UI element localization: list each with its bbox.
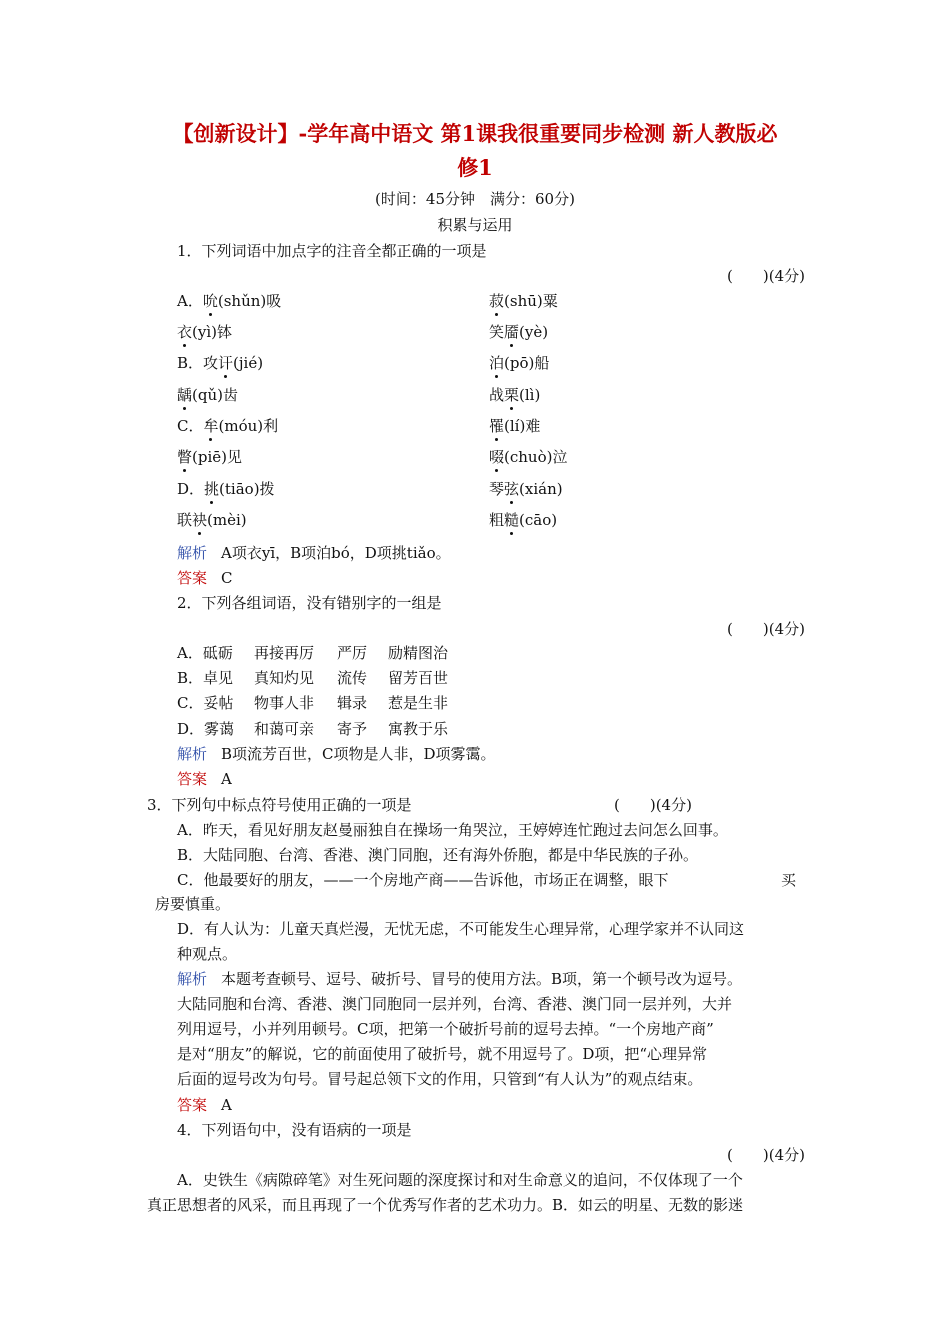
- q1-option-item: [177, 290, 281, 312]
- option-prefix: 笑: [489, 323, 505, 341]
- q1-option-item: [489, 478, 563, 500]
- q2-option-word: 寄予: [337, 720, 368, 738]
- q1-option-item: [489, 415, 540, 437]
- q3-option-b: B．大陆同胞、台湾、香港、澳门同胞，还有海外侨胞，都是中华民族的子孙。: [177, 846, 699, 864]
- option-prefix: C．: [177, 417, 204, 435]
- dotted-character: 罹: [489, 417, 505, 435]
- dotted-character: 弦: [504, 480, 520, 498]
- dotted-character: 牟: [203, 417, 219, 435]
- answer-text: C: [221, 569, 233, 587]
- q2-score: ( )(4分): [727, 620, 805, 638]
- pinyin-and-suffix: (shǔn)吸: [217, 292, 282, 310]
- q1-option-item: [489, 384, 540, 406]
- pinyin-and-suffix: (chuò)泣: [504, 448, 568, 466]
- q3-option-a: A．昨天，看见好朋友赵曼丽独自在操场一角哭泣，王婷婷连忙跑过去问怎么回事。: [177, 821, 728, 839]
- q2-option-word: 辑录: [337, 694, 368, 712]
- dotted-character: 泊: [489, 354, 505, 372]
- q3-analysis-line-4: 是对“朋友”的解说，它的前面使用了破折号，就不用逗号了。D项，把“心理异常: [177, 1045, 708, 1063]
- analysis-label: 解析: [177, 544, 208, 562]
- q3-answer: [177, 1094, 232, 1116]
- q3-analysis-line-2: 大陆同胞和台湾、香港、澳门同胞同一层并列，台湾、香港、澳门同一层并列，大并: [177, 995, 733, 1013]
- analysis-text: A项衣yī，B项泊bó，D项挑tiǎo。: [221, 544, 451, 562]
- pinyin-and-suffix: (yì)钵: [192, 323, 232, 341]
- q1-option-item: [177, 384, 238, 406]
- q3-option-c-line-2: 房要慎重。: [155, 895, 231, 913]
- document-title-line-1: 【创新设计】-学年高中语文 第1课我很重要同步检测 新人教版必: [172, 121, 778, 146]
- option-prefix: 琴: [489, 480, 505, 498]
- answer-text: A: [221, 770, 232, 788]
- q1-score: ( )(4分): [727, 267, 805, 285]
- q3-stem: 3．下列句中标点符号使用正确的一项是: [147, 796, 412, 814]
- dotted-character: 菽: [489, 292, 505, 310]
- pinyin-and-suffix: (pō)船: [504, 354, 550, 372]
- analysis-text: B项流芳百世，C项物是人非，D项雾霭。: [221, 745, 496, 763]
- dotted-character: 栗: [504, 386, 520, 404]
- option-prefix: B．攻: [177, 354, 219, 372]
- q4-score: ( )(4分): [727, 1146, 805, 1164]
- q1-option-item: [489, 446, 567, 468]
- q1-analysis: [177, 542, 451, 564]
- q3-analysis-line-5: 后面的逗号改为句号。冒号起总领下文的作用，只管到“有人认为”的观点结束。: [177, 1070, 703, 1088]
- q2-answer: [177, 768, 232, 790]
- q2-option-word: 真知灼见: [254, 669, 315, 687]
- pinyin-and-suffix: (tiāo)拨: [219, 480, 275, 498]
- dotted-character: 吮: [202, 292, 218, 310]
- option-prefix: 联: [177, 511, 193, 529]
- q2-option-word: A．砥砺: [177, 644, 233, 662]
- pinyin-and-suffix: (mèi): [207, 511, 247, 529]
- time-score-info: (时间：45分钟 满分：60分): [375, 190, 575, 208]
- pinyin-and-suffix: (shū)粟: [504, 292, 558, 310]
- q3-option-d-line-1: D．有人认为：儿童天真烂漫，无忧无虑，不可能发生心理异常，心理学家并不认同这: [177, 920, 745, 938]
- dotted-character: 靥: [504, 323, 520, 341]
- analysis-label: 解析: [177, 745, 208, 763]
- dotted-character: 啜: [489, 448, 505, 466]
- pinyin-and-suffix: (móu)利: [218, 417, 279, 435]
- option-prefix: A．: [177, 292, 203, 310]
- q3-option-d-line-2: 种观点。: [177, 945, 238, 963]
- pinyin-and-suffix: (cāo): [519, 511, 558, 529]
- q1-option-item: [489, 290, 558, 312]
- answer-label: 答案: [177, 770, 208, 788]
- q4-option-a-line-2: 真正思想者的风采，而且再现了一个优秀写作者的艺术功力。B．如云的明星、无数的影迷: [147, 1196, 744, 1214]
- q2-option-word: 和蔼可亲: [254, 720, 315, 738]
- q3-option-c-line-1: C．他最要好的朋友，——一个房地产商——告诉他，市场正在调整，眼下: [177, 871, 669, 889]
- answer-text: A: [221, 1096, 232, 1114]
- q2-option-word: 寓教于乐: [388, 720, 449, 738]
- q1-answer: [177, 567, 233, 589]
- pinyin-and-suffix: (qǔ)齿: [192, 386, 238, 404]
- q2-option-word: 再接再厉: [254, 644, 315, 662]
- q1-option-item: [489, 321, 548, 343]
- q2-option-word: C．妥帖: [177, 694, 234, 712]
- q2-stem: 2．下列各组词语，没有错别字的一组是: [177, 594, 442, 612]
- dotted-character: 龋: [177, 386, 193, 404]
- q1-option-item: [177, 478, 275, 500]
- q1-option-item: [177, 509, 247, 531]
- q2-option-word: 励精图治: [388, 644, 449, 662]
- pinyin-and-suffix: (piē)见: [192, 448, 242, 466]
- q1-option-item: [177, 415, 278, 437]
- q3-option-c-tail: 买: [781, 871, 797, 889]
- pinyin-and-suffix: (lì): [519, 386, 541, 404]
- section-heading: 积累与运用: [437, 216, 513, 234]
- q4-option-a-line-1: A．史铁生《病隙碎笔》对生死问题的深度探讨和对生命意义的追问，不仅体现了一个: [177, 1171, 743, 1189]
- q2-option-word: 流传: [337, 669, 368, 687]
- q2-option-word: 惹是生非: [388, 694, 449, 712]
- q1-option-item: [177, 446, 242, 468]
- q1-option-item: [489, 509, 557, 531]
- answer-label: 答案: [177, 569, 208, 587]
- dotted-character: 瞥: [177, 448, 193, 466]
- q1-option-item: [177, 352, 263, 374]
- option-prefix: D．: [177, 480, 205, 498]
- analysis-label: 解析: [177, 970, 208, 988]
- option-prefix: 粗: [489, 511, 505, 529]
- q3-analysis-line-3: 列用逗号，小并列用顿号。C项，把第一个破折号前的逗号去掉。“一个房地产商”: [177, 1020, 714, 1038]
- dotted-character: 糙: [504, 511, 520, 529]
- dotted-character: 讦: [218, 354, 234, 372]
- q2-option-word: 留芳百世: [388, 669, 449, 687]
- q1-option-item: [489, 352, 549, 374]
- q1-stem: 1．下列词语中加点字的注音全都正确的一项是: [177, 242, 487, 260]
- dotted-character: 衣: [177, 323, 193, 341]
- q3-score: ( )(4分): [614, 796, 692, 814]
- q1-option-item: [177, 321, 232, 343]
- q4-stem: 4．下列语句中，没有语病的一项是: [177, 1121, 412, 1139]
- dotted-character: 挑: [204, 480, 220, 498]
- analysis-text: 本题考查顿号、逗号、破折号、冒号的使用方法。B项，第一个顿号改为逗号。: [221, 970, 743, 988]
- q2-option-word: 物事人非: [254, 694, 315, 712]
- q2-option-word: 严厉: [337, 644, 368, 662]
- q2-option-word: B．卓见: [177, 669, 234, 687]
- q2-analysis: [177, 743, 496, 765]
- dotted-character: 袂: [192, 511, 208, 529]
- q2-option-word: D．雾蔼: [177, 720, 235, 738]
- pinyin-and-suffix: (yè): [519, 323, 549, 341]
- q3-analysis-line-1: [177, 968, 742, 990]
- option-prefix: 战: [489, 386, 505, 404]
- answer-label: 答案: [177, 1096, 208, 1114]
- pinyin-and-suffix: (lí)难: [504, 417, 541, 435]
- pinyin-and-suffix: (xián): [519, 480, 563, 498]
- document-title-line-2: 修1: [457, 155, 493, 180]
- pinyin-and-suffix: (jié): [233, 354, 264, 372]
